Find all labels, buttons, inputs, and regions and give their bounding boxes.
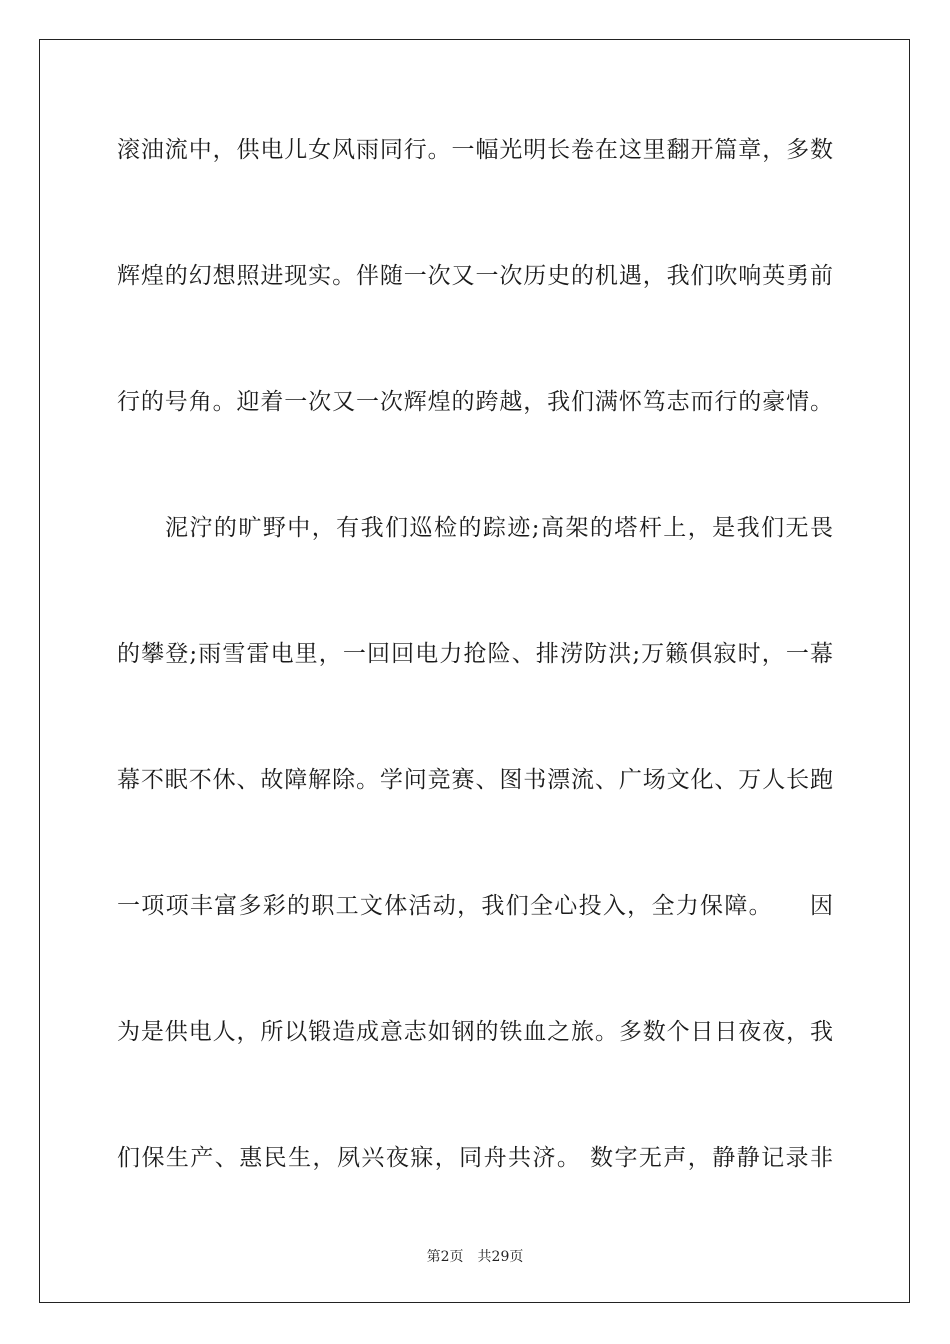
text-line-4: 泥泞的旷野中，有我们巡检的踪迹;高架的塔杆上，是我们无畏 (165, 515, 833, 541)
text-line-7: 一项项丰富多彩的职工文体活动，我们全心投入，全力保障。 因 (117, 893, 833, 919)
text-line-3: 行的号角。迎着一次又一次辉煌的跨越，我们满怀笃志而行的豪情。 (117, 389, 833, 415)
text-line-5: 的攀登;雨雪雷电里，一回回电力抢险、排涝防洪;万籁俱寂时，一幕 (117, 641, 833, 667)
text-line-2: 辉煌的幻想照进现实。伴随一次又一次历史的机遇，我们吹响英勇前 (117, 263, 833, 289)
text-line-9: 们保生产、惠民生，夙兴夜寐，同舟共济。 数字无声，静静记录非 (117, 1145, 833, 1171)
text-line-6: 幕不眠不休、故障解除。学问竞赛、图书漂流、广场文化、万人长跑 (117, 767, 833, 793)
text-line-1: 滚油流中，供电儿女风雨同行。一幅光明长卷在这里翻开篇章，多数 (117, 137, 833, 163)
page-number-footer: 第2页 共29页 (426, 1249, 524, 1265)
text-line-8: 为是供电人，所以锻造成意志如钢的铁血之旅。多数个日日夜夜，我 (117, 1019, 833, 1045)
